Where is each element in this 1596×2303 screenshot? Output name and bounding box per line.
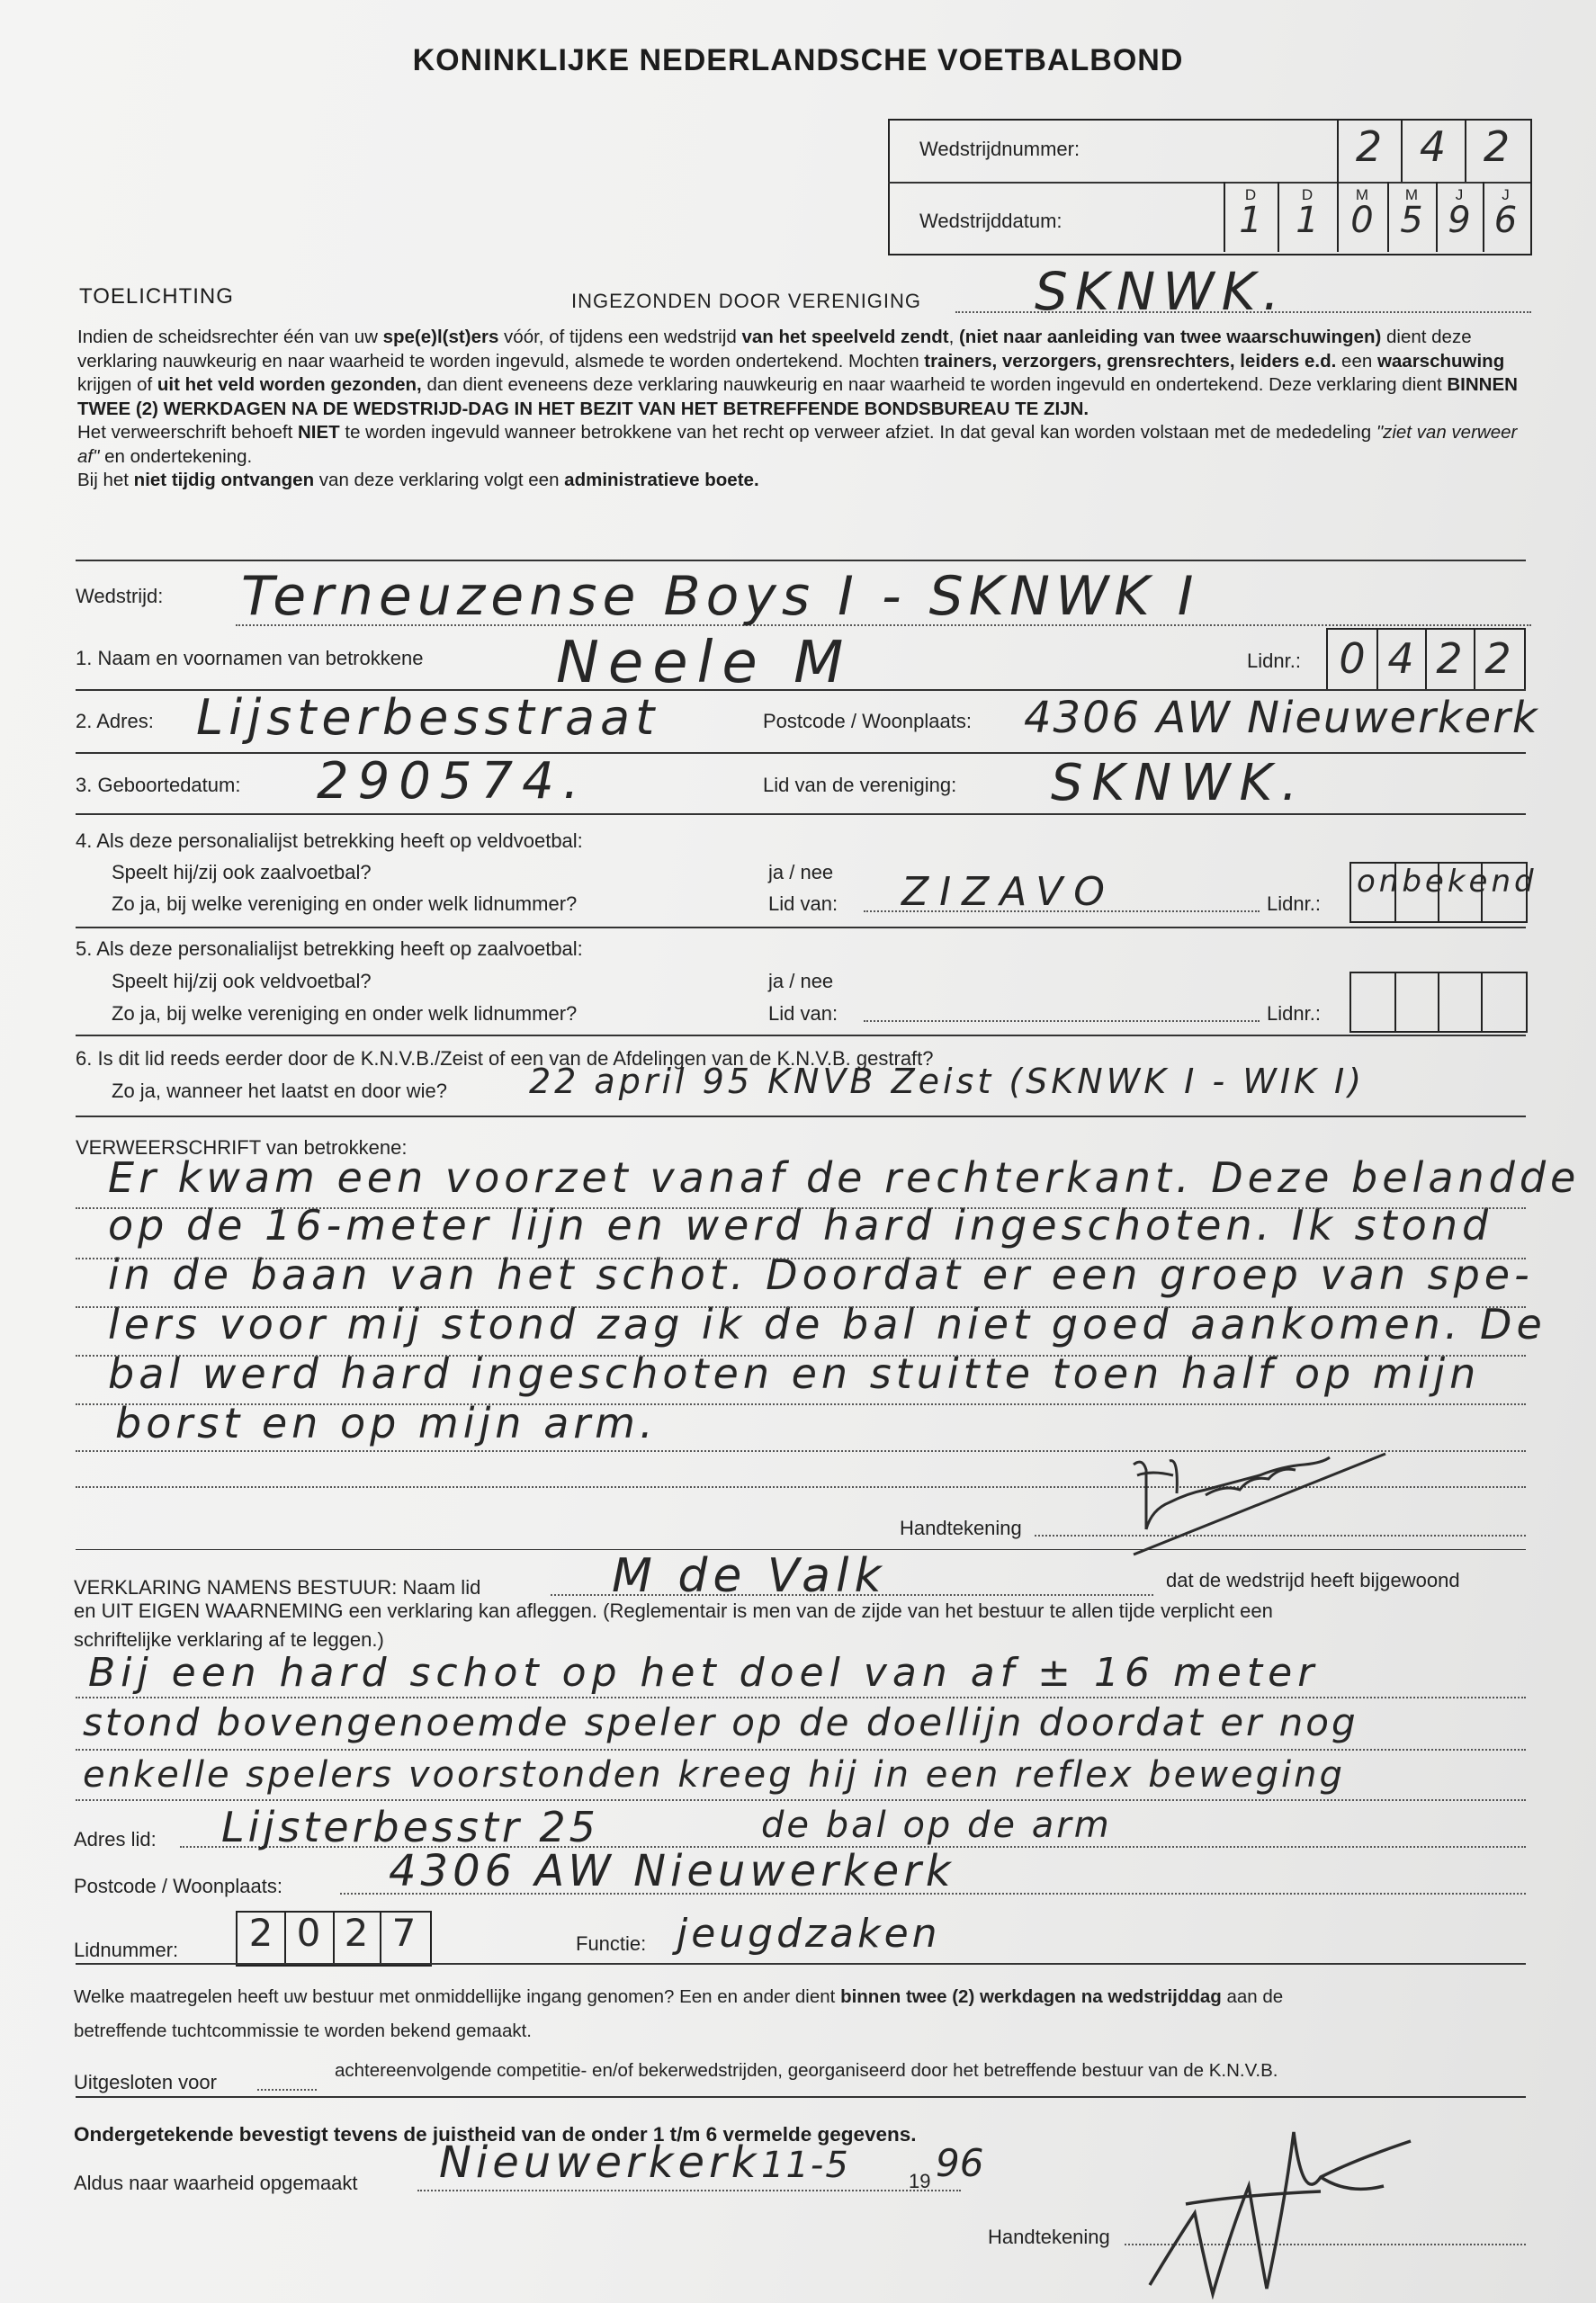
match-number-digit: 2	[1355, 122, 1383, 171]
date-col-label: D	[1301, 186, 1314, 203]
board-member-digit: 0	[296, 1911, 321, 1955]
date-digit: 5	[1400, 200, 1423, 241]
year-value: 96	[936, 2141, 984, 2185]
match-label: Wedstrijd:	[76, 585, 164, 607]
board-statement-line: enkelle spelers voorstonden kreeg hij in een reflex beweging	[83, 1754, 1345, 1796]
form-title: KONINKLIJKE NEDERLANDSCHE VOETBALBOND	[412, 43, 1184, 77]
defense-signature-label: Handtekening	[900, 1517, 1022, 1539]
match-date-label: Wedstrijddatum:	[919, 210, 1063, 232]
match-number-digit: 4	[1419, 122, 1447, 171]
board-function-label: Functie:	[576, 1932, 647, 1955]
q3-club-label: Lid van de vereniging:	[763, 774, 957, 796]
board-statement-line: Bij een hard schot op het doel van af ± 16 meter	[88, 1650, 1320, 1696]
footer-signature-label: Handtekening	[988, 2226, 1110, 2248]
q3-club-value: SKNWK.	[1051, 754, 1307, 812]
board-address-label: Adres lid:	[74, 1828, 157, 1850]
q1-value: Neele M	[556, 630, 853, 696]
defense-line: bal werd hard ingeschoten en stuitte toen half op mijn	[108, 1349, 1481, 1398]
excluded-text: achtereenvolgende competitie- en/of bekerwedstrijden, georganiseerd door het betreffende bestuur van de K.N.V.B.	[335, 2060, 1278, 2081]
board-member-digit: 7	[391, 1911, 417, 1955]
q4-lid-van-value: ZIZAVO	[901, 869, 1116, 915]
defense-line: op de 16-meter lijn en werd hard ingeschoten. Ik stond	[108, 1201, 1493, 1250]
q4-line2: Speelt hij/zij ook zaalvoetbal?	[112, 861, 372, 883]
q5-line3: Zo ja, bij welke vereniging en onder welk lidnummer?	[112, 1002, 578, 1025]
board-postcode-label: Postcode / Woonplaats:	[74, 1875, 282, 1897]
match-number-digit: 2	[1483, 122, 1511, 171]
board-label: VERKLARING NAMENS BESTUUR: Naam lid	[74, 1576, 481, 1599]
q5-lidnr-label: Lidnr.:	[1267, 1002, 1321, 1025]
q6-line1: 6. Is dit lid reeds eerder door de K.N.V.B./Zeist of een van de Afdelingen van de K.N.V.B. gestraft?	[76, 1047, 934, 1070]
defense-label: VERWEERSCHRIFT van betrokkene:	[76, 1136, 408, 1159]
board-address-cont: de bal op de arm	[761, 1805, 1112, 1846]
year-prefix: 19	[909, 2170, 931, 2192]
board-member-digit: 2	[344, 1911, 369, 1955]
confirm-text: Ondergetekende bevestigt tevens de juistheid van de onder 1 t/m 6 vermelde gegevens.	[74, 2123, 917, 2146]
defense-line: borst en op mijn arm.	[115, 1399, 658, 1447]
date-digit: 1	[1296, 200, 1319, 241]
defense-signature	[1116, 1439, 1421, 1556]
q4-line1: 4. Als deze personalialijst betrekking heeft op veldvoetbal:	[76, 829, 583, 852]
q5-lid-van-label: Lid van:	[768, 1002, 838, 1025]
board-line2: en UIT EIGEN WAARNEMING een verklaring kan afleggen. (Reglementair is men van de zijde van het bestuur te allen tijde verplicht een	[74, 1600, 1273, 1622]
board-line3: schriftelijke verklaring af te leggen.)	[74, 1628, 384, 1651]
match-value: Terneuzense Boys I - SKNWK I	[241, 565, 1199, 628]
footer-signature	[1114, 2096, 1438, 2299]
board-label-b: dat de wedstrijd heeft bijgewoond	[1166, 1569, 1460, 1591]
q1-lidnr-digit: 0	[1339, 634, 1366, 683]
q3-value: 290574.	[317, 752, 588, 811]
q1-lidnr-digit: 2	[1436, 634, 1463, 683]
q2-postcode-value: 4306 AW Nieuwerkerk	[1024, 693, 1539, 743]
board-postcode-value: 4306 AW Nieuwerkerk	[389, 1846, 955, 1896]
q1-lidnr-label: Lidnr.:	[1247, 650, 1301, 672]
date-col-label: D	[1244, 186, 1257, 203]
defense-line: Er kwam een voorzet vanaf de rechterkant. Deze belandde	[108, 1153, 1581, 1202]
board-statement-line: stond bovengenoemde speler op de doellijn doordat er nog	[83, 1700, 1358, 1744]
q3-label: 3. Geboortedatum:	[76, 774, 241, 796]
q2-value: Lijsterbesstraat	[196, 689, 660, 746]
date-col-label: M	[1404, 186, 1419, 203]
measures-text-line2: betreffende tuchtcommissie te worden bekend gemaakt.	[74, 2021, 532, 2041]
submitted-by-label: INGEZONDEN DOOR VERENIGING	[571, 290, 922, 312]
q5-ja-nee: ja / nee	[768, 970, 834, 992]
q1-lidnr-digit: 4	[1387, 634, 1414, 683]
date-digit: 9	[1448, 200, 1471, 241]
q6-value: 22 april 95 KNVB Zeist (SKNWK I - WIK I)	[529, 1062, 1366, 1101]
defense-line: in de baan van het schot. Doordat er een groep van spe-	[108, 1250, 1534, 1299]
board-member-digit: 2	[248, 1911, 273, 1955]
q6-line2: Zo ja, wanneer het laatst en door wie?	[112, 1080, 448, 1102]
q5-line2: Speelt hij/zij ook veldvoetbal?	[112, 970, 372, 992]
excluded-label: Uitgesloten voor	[74, 2071, 217, 2093]
q4-line3: Zo ja, bij welke vereniging en onder welk lidnummer?	[112, 892, 578, 915]
board-member-label: Lidnummer:	[74, 1939, 179, 1961]
q5-line1: 5. Als deze personalialijst betrekking heeft op zaalvoetbal:	[76, 937, 583, 960]
q4-ja-nee: ja / nee	[768, 861, 834, 883]
date-digit: 0	[1350, 200, 1374, 241]
defense-line: lers voor mij stond zag ik de bal niet goed aankomen. De	[108, 1300, 1547, 1349]
q2-postcode-label: Postcode / Woonplaats:	[763, 710, 972, 732]
intro-heading: TOELICHTING	[79, 284, 234, 309]
q2-label: 2. Adres:	[76, 710, 154, 732]
q4-lid-van-label: Lid van:	[768, 892, 838, 915]
intro-text: Indien de scheidsrechter één van uw spe(e)l(st)ers vóór, of tijdens een wedstrijd van het speelveld zendt, (niet naar aanleiding van twee waarschuwingen) dient deze verklaring nauwkeurig en naar waarheid te worden ingevuld, alsmede te worden ondertekend. Mochten trainers, verzorgers, grensrechters, leiders e.d. een waarschuwing krijgen of uit het veld worden gezonden, dan dient eveneens deze verklaring nauwkeurig en naar waarheid te worden ingevuld en ondertekend. Deze verklaring dient BINNEN TWEE (2) WERKDAGEN NA DE WEDSTRIJD-DAG IN HET BEZIT VAN HET BETREFFENDE BONDSBUREAU TE ZIJN. Het verweerschrift behoeft NIET te worden ingevuld wanneer betrokkene van het recht op verweer afziet. In dat geval kan worden volstaan met de mededeling "ziet van verweer af" en ondertekening. Bij het niet tijdig ontvangen van deze verklaring volgt een administratieve boete.	[77, 327, 1518, 490]
place-value: Nieuwerkerk	[439, 2137, 761, 2188]
q4-lidnr-value: onbekend	[1357, 864, 1538, 900]
q1-label: 1. Naam en voornamen van betrokkene	[76, 647, 424, 669]
board-function-value: jeugdzaken	[677, 1911, 941, 1957]
match-number-label: Wedstrijdnummer:	[919, 138, 1080, 160]
date-digit: 6	[1493, 200, 1518, 241]
date-col-label: J	[1455, 186, 1464, 203]
q1-lidnr-digit: 2	[1484, 634, 1511, 683]
q4-lidnr-label: Lidnr.:	[1267, 892, 1321, 915]
date-col-label: M	[1355, 186, 1369, 203]
board-address-value: Lijsterbesstr 25	[221, 1803, 599, 1851]
date-digit: 1	[1239, 200, 1262, 241]
date-value: 11-5	[761, 2145, 850, 2186]
measures-text: Welke maatregelen heeft uw bestuur met onmiddellijke ingang genomen? Een en ander dient binnen twee (2) werkdagen na wedstrijddag aan de	[74, 1986, 1284, 2007]
board-name-value: M de Valk	[612, 1549, 887, 1603]
submitted-by-value: SKNWK.	[1035, 261, 1287, 322]
date-col-label: J	[1502, 186, 1510, 203]
place-label: Aldus naar waarheid opgemaakt	[74, 2172, 358, 2194]
